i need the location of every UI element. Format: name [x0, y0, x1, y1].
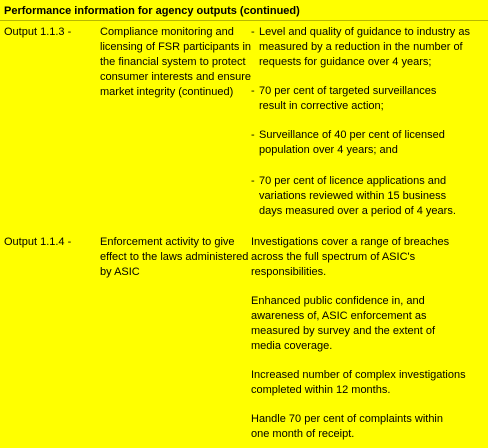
- bullet-text: [259, 25, 483, 70]
- bullet-dash: -: [251, 85, 255, 97]
- paragraph-line: Handle 70 per cent of complaints within: [251, 413, 443, 425]
- bullet-line: variations reviewed within 15 business: [259, 190, 447, 202]
- bullet-line: result in corrective action;: [259, 100, 384, 112]
- paragraph-line: responsibilities.: [251, 266, 327, 278]
- description-line: Compliance monitoring and: [100, 26, 234, 38]
- description-line: effect to the laws administered: [100, 251, 249, 263]
- description-line: market integrity (continued): [100, 86, 234, 98]
- measure-paragraph: [251, 368, 483, 398]
- bullet-line: population over 4 years; and: [259, 144, 398, 156]
- description-line: consumer interests and ensure: [100, 71, 252, 83]
- description-line: the financial system to protect: [100, 56, 246, 68]
- paragraph-line: Increased number of complex investigations: [251, 369, 466, 381]
- page-heading: Performance information for agency outputs (continued): [4, 5, 300, 17]
- paragraph-line: measured by survey and the extent of: [251, 325, 436, 337]
- bullet-text: [259, 174, 483, 219]
- paragraph-line: media coverage.: [251, 340, 333, 352]
- paragraph-line: completed within 12 months.: [251, 384, 391, 396]
- measure-paragraph: [251, 412, 483, 442]
- paragraph-line: Enhanced public confidence in, and: [251, 295, 425, 307]
- bullet-line: Surveillance of 40 per cent of licensed: [259, 129, 445, 141]
- description-line: licensing of FSR participants in: [100, 41, 252, 53]
- output-1-1-4-code: Output 1.1.4 -: [4, 236, 72, 248]
- paragraph-line: Investigations cover a range of breaches: [251, 236, 450, 248]
- paragraph-line: awareness of, ASIC enforcement as: [251, 310, 427, 322]
- bullet-text: [259, 128, 483, 158]
- output-1-1-3-description: [100, 25, 250, 100]
- bullet-line: days measured over a period of 4 years.: [259, 205, 456, 217]
- bullet-text: [259, 84, 483, 114]
- bullet-dash: -: [251, 175, 255, 187]
- bullet-dash: -: [251, 26, 255, 38]
- measure-paragraph: [251, 235, 483, 280]
- bullet-dash: -: [251, 129, 255, 141]
- bullet-line: 70 per cent of licence applications and: [259, 175, 447, 187]
- description-line: Enforcement activity to give: [100, 236, 235, 248]
- bullet-line: Level and quality of guidance to industry as: [259, 26, 470, 38]
- output-1-1-3-code: Output 1.1.3 -: [4, 26, 72, 38]
- description-line: by ASIC: [100, 266, 140, 278]
- heading-divider: [0, 20, 488, 21]
- paragraph-line: across the full spectrum of ASIC's: [251, 251, 416, 263]
- bullet-line: requests for guidance over 4 years;: [259, 56, 432, 68]
- bullet-line: 70 per cent of targeted surveillances: [259, 85, 437, 97]
- output-1-1-4-description: [100, 235, 250, 280]
- paragraph-line: one month of receipt.: [251, 428, 355, 440]
- bullet-line: measured by a reduction in the number of: [259, 41, 463, 53]
- measure-paragraph: [251, 294, 483, 354]
